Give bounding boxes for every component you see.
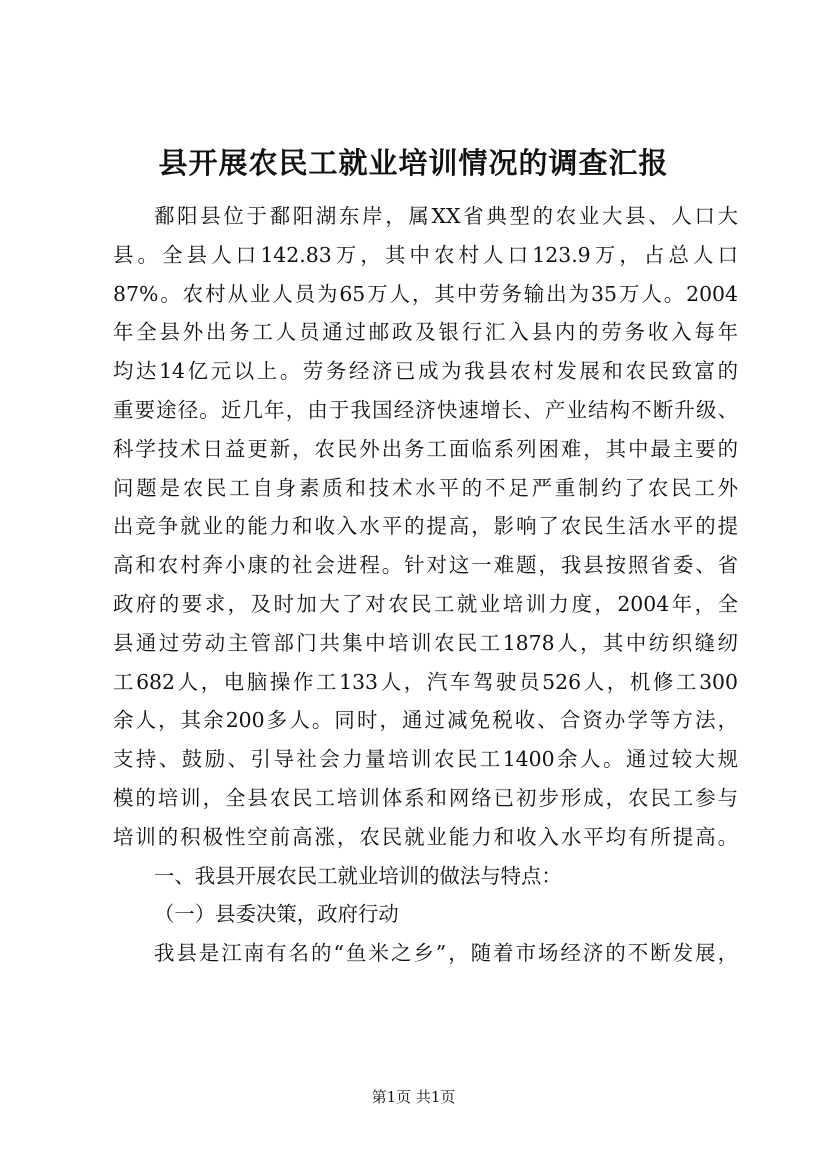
text-line: 高和农村奔小康的社会进程。针对这一难题，我县按照省委、省: [113, 553, 738, 578]
document-body: [113, 197, 738, 973]
text-line: 出竞争就业的能力和收入水平的提高，影响了农民生活水平的提: [113, 514, 738, 539]
text-line: 年全县外出务工人员通过邮政及银行汇入县内的劳务收入每年: [113, 320, 738, 345]
text-line: 余人，其余200多人。同时，通过减免税收、合资办学等方法，: [113, 708, 738, 733]
subsection-heading: （一）县委决策，政府行动: [154, 902, 399, 927]
text-line: 政府的要求，及时加大了对农民工就业培训力度，2004年，全: [113, 591, 738, 616]
text-line: 支持、鼓励、引导社会力量培训农民工1400余人。通过较大规: [113, 747, 738, 772]
text-line: 模的培训，全县农民工培训体系和网络已初步形成，农民工参与: [113, 785, 738, 810]
section-heading: 一、我县开展农民工就业培训的做法与特点：: [154, 863, 562, 888]
text-line: 我县是江南有名的“鱼米之乡”，随着市场经济的不断发展，: [154, 941, 738, 966]
page-number-footer: 第1页 共1页: [371, 1088, 456, 1106]
text-line: 培训的积极性空前高涨，农民就业能力和收入水平均有所提高。: [113, 824, 738, 849]
text-line: 县。全县人口142.83万，其中农村人口123.9万，占总人口: [113, 242, 738, 267]
text-line: 工682人，电脑操作工133人，汽车驾驶员526人，机修工300: [113, 669, 738, 694]
text-line: 县通过劳动主管部门共集中培训农民工1878人，其中纺织缝纫: [113, 630, 738, 655]
document-title: 县开展农民工就业培训情况的调查汇报: [158, 146, 669, 180]
text-line: 问题是农民工自身素质和技术水平的不足严重制约了农民工外: [113, 475, 738, 500]
text-line: 均达14亿元以上。劳务经济已成为我县农村发展和农民致富的: [113, 359, 738, 384]
text-line: 87%。农村从业人员为65万人，其中劳务输出为35万人。2004: [113, 281, 738, 306]
text-line: 重要途径。近几年，由于我国经济快速增长、产业结构不断升级、: [113, 397, 738, 422]
text-line: 鄱阳县位于鄱阳湖东岸，属XX省典型的农业大县、人口大: [154, 204, 738, 228]
text-line: 科学技术日益更新，农民外出务工面临系列困难，其中最主要的: [113, 436, 738, 461]
